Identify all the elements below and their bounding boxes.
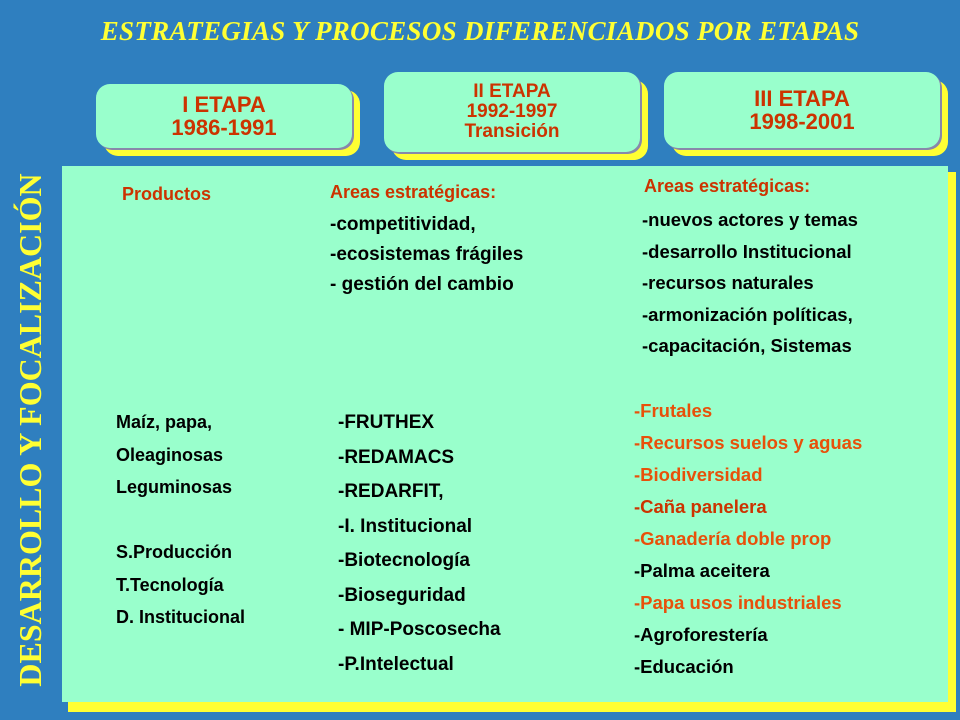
stage-1-label: I ETAPA [182, 91, 266, 117]
col1-items [116, 406, 245, 634]
list-item: -Biodiversidad [634, 464, 763, 485]
col3-heading: Areas estratégicas: [644, 176, 811, 196]
list-item: -I. Institucional [338, 515, 473, 537]
stage-1-years: 1986-1991 [171, 115, 277, 140]
slide-title: ESTRATEGIAS Y PROCESOS DIFERENCIADOS POR ETAPAS [100, 16, 860, 46]
col1-heading: Productos [122, 184, 212, 204]
list-item: -Biotecnología [338, 550, 470, 571]
list-item: S.Producción [116, 542, 233, 562]
stage-2-box [384, 72, 640, 152]
list-item: Oleaginosas [116, 444, 224, 465]
list-item: Maíz, papa, [116, 412, 213, 432]
side-title: DESARROLLO Y FOCALIZACIÓN [12, 173, 48, 687]
list-item: -ecosistemas frágiles [330, 244, 524, 265]
stage-2-subtitle: Transición [464, 120, 560, 142]
stage-2-label: II ETAPA [473, 81, 551, 103]
list-item: -Caña panelera [634, 496, 767, 517]
list-item: T.Tecnología [116, 574, 224, 595]
list-item: D. Institucional [116, 607, 246, 627]
list-item: -Palma aceitera [634, 560, 770, 581]
list-item: -Bioseguridad [338, 584, 466, 606]
col2-areas [330, 210, 523, 300]
stage-3-box [664, 72, 940, 148]
list-item: -nuevos actores y temas [642, 209, 858, 230]
list-item: -Papa usos industriales [634, 592, 842, 613]
col3-areas [642, 204, 858, 362]
list-item: - gestión del cambio [330, 274, 514, 295]
list-item: -P.Intelectual [338, 653, 454, 675]
col3-items [634, 395, 862, 683]
list-item: Leguminosas [116, 477, 233, 497]
list-item: -armonización políticas, [642, 303, 853, 325]
list-item: -REDARFIT, [338, 481, 444, 502]
stage-3-years: 1998-2001 [749, 109, 855, 134]
col2-heading: Areas estratégicas: [330, 182, 497, 202]
list-item: -REDAMACS [338, 446, 455, 468]
stage-1-box [96, 84, 352, 148]
stage-3-label: III ETAPA [754, 85, 850, 111]
list-item: -recursos naturales [642, 272, 814, 293]
list-item: -Educación [634, 656, 734, 677]
list-item: -Recursos suelos y aguas [634, 432, 863, 453]
list-item: - MIP-Poscosecha [338, 619, 501, 640]
list-item: -FRUTHEX [338, 412, 435, 433]
list-item: -Frutales [634, 400, 713, 421]
stage-2-years: 1992-1997 [466, 101, 558, 123]
list-item: -Agroforestería [634, 624, 768, 645]
list-item: -Ganadería doble prop [634, 528, 832, 549]
list-spacer [116, 504, 245, 537]
col2-items [338, 406, 501, 682]
list-item: -capacitación, Sistemas [642, 335, 852, 356]
list-item: -competitividad, [330, 214, 476, 235]
list-item: -desarrollo Institucional [642, 240, 852, 262]
